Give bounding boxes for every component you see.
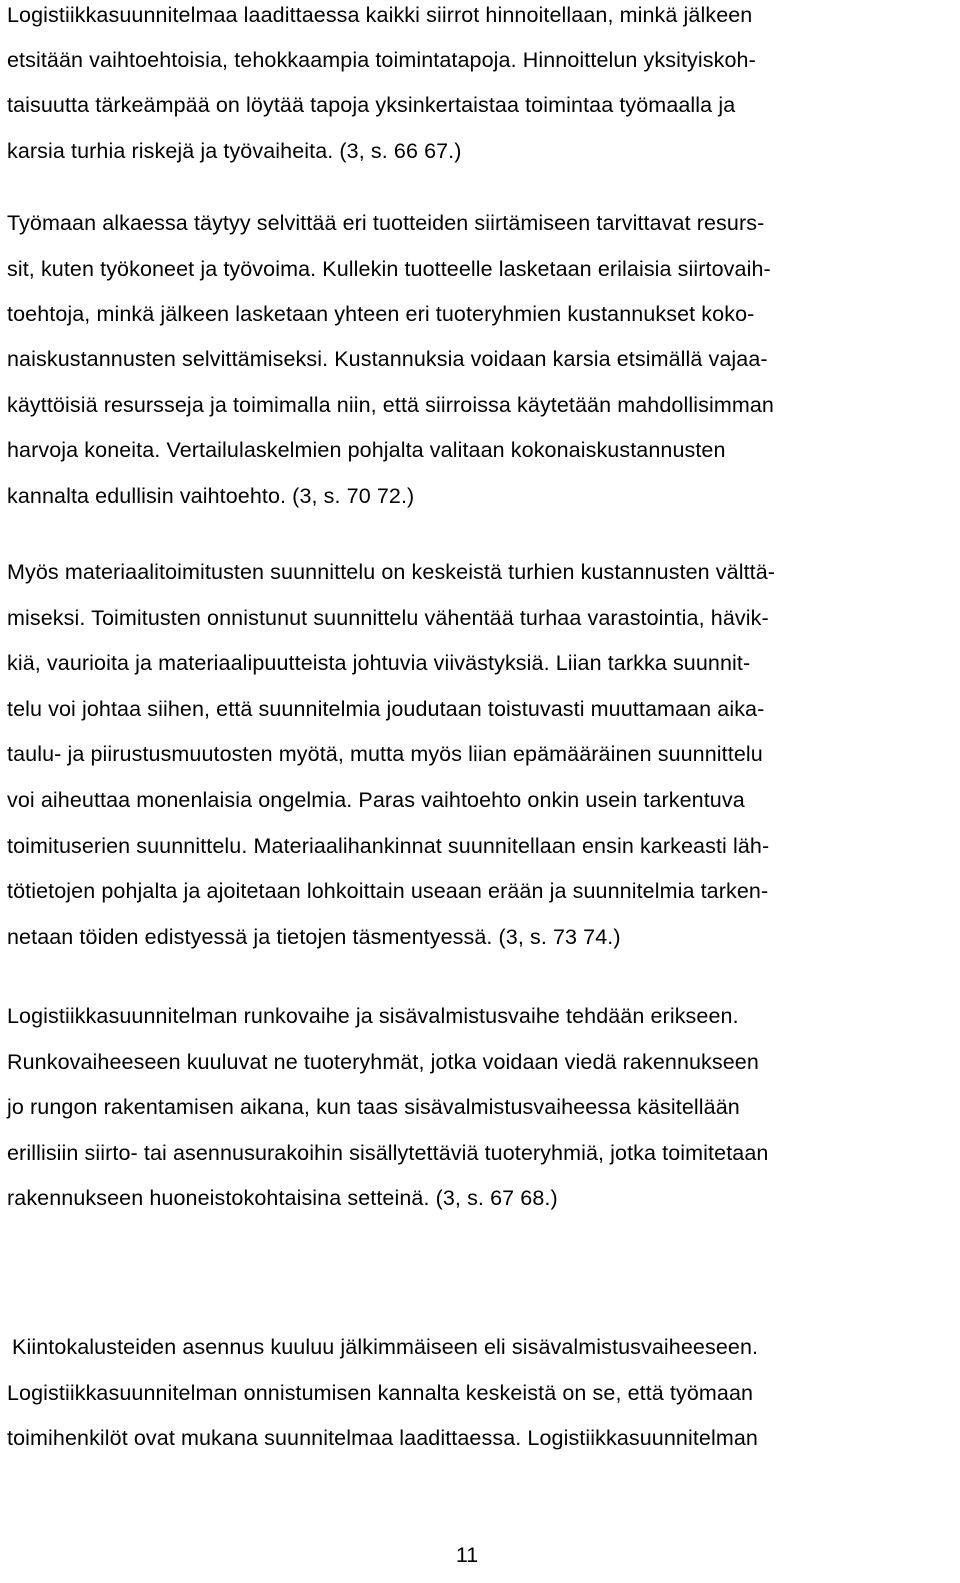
text-line: Myös materiaalitoimitusten suunnittelu on keskeistä turhien kustannusten välttä- xyxy=(7,560,776,584)
text-line: netaan töiden edistyessä ja tietojen täsmentyessä. (3, s. 73 74.) xyxy=(7,925,621,949)
text-line: Työmaan alkaessa täytyy selvittää eri tuotteiden siirtämiseen tarvittavat resurs- xyxy=(7,211,765,235)
text-line: Runkovaiheeseen kuuluvat ne tuoteryhmät, jotka voidaan viedä rakennukseen xyxy=(7,1050,759,1074)
text-line: naiskustannusten selvittämiseksi. Kustannuksia voidaan karsia etsimällä vajaa- xyxy=(7,347,768,371)
text-line: jo rungon rakentamisen aikana, kun taas sisävalmistusvaiheessa käsitellään xyxy=(7,1095,740,1119)
text-line: telu voi johtaa siihen, että suunnitelmia joudutaan toistuvasti muuttamaan aika- xyxy=(7,697,765,721)
text-line: Kiintokalusteiden asennus kuuluu jälkimmäiseen eli sisävalmistusvaiheeseen. xyxy=(12,1335,759,1359)
text-line: toimituserien suunnittelu. Materiaalihankinnat suunnitellaan ensin karkeasti läh- xyxy=(7,834,770,858)
text-line: etsitään vaihtoehtoisia, tehokkaampia toimintatapoja. Hinnoittelun yksityiskoh- xyxy=(7,48,756,72)
text-line: rakennukseen huoneistokohtaisina setteinä. (3, s. 67 68.) xyxy=(7,1186,558,1210)
text-line: käyttöisiä resursseja ja toimimalla niin, että siirroissa käytetään mahdollisimman xyxy=(7,393,774,417)
text-line: karsia turhia riskejä ja työvaiheita. (3, s. 66 67.) xyxy=(7,139,462,163)
text-line: taulu- ja piirustusmuutosten myötä, mutta myös liian epämääräinen suunnittelu xyxy=(7,742,763,766)
text-line: toimihenkilöt ovat mukana suunnitelmaa laadittaessa. Logistiikkasuunnitelman xyxy=(7,1426,758,1450)
text-line: miseksi. Toimitusten onnistunut suunnittelu vähentää turhaa varastointia, hävik- xyxy=(7,606,769,630)
page-number: 11 xyxy=(455,1543,479,1567)
text-line: Logistiikkasuunnitelmaa laadittaessa kaikki siirrot hinnoitellaan, minkä jälkeen xyxy=(7,3,753,27)
text-line: Logistiikkasuunnitelman onnistumisen kannalta keskeistä on se, että työmaan xyxy=(7,1381,754,1405)
text-line: kannalta edullisin vaihtoehto. (3, s. 70 72.) xyxy=(7,484,415,508)
text-line: Logistiikkasuunnitelman runkovaihe ja sisävalmistusvaihe tehdään erikseen. xyxy=(7,1004,739,1028)
text-line: kiä, vaurioita ja materiaalipuutteista johtuvia viivästyksiä. Liian tarkka suunnit- xyxy=(7,651,751,675)
text-line: sit, kuten työkoneet ja työvoima. Kullekin tuotteelle lasketaan erilaisia siirtovaih- xyxy=(7,257,771,281)
text-line: erillisiin siirto- tai asennusurakoihin sisällytettäviä tuoteryhmiä, jotka toimitetaan xyxy=(7,1141,769,1165)
text-line: tötietojen pohjalta ja ajoitetaan lohkoittain useaan erään ja suunnitelmia tarken- xyxy=(7,879,769,903)
text-line: voi aiheuttaa monenlaisia ongelmia. Paras vaihtoehto onkin usein tarkentuva xyxy=(7,788,745,812)
text-line: taisuutta tärkeämpää on löytää tapoja yksinkertaistaa toimintaa työmaalla ja xyxy=(7,93,736,117)
text-line: toehtoja, minkä jälkeen lasketaan yhteen eri tuoteryhmien kustannukset koko- xyxy=(7,302,755,326)
text-line: harvoja koneita. Vertailulaskelmien pohjalta valitaan kokonaiskustannusten xyxy=(7,438,726,462)
